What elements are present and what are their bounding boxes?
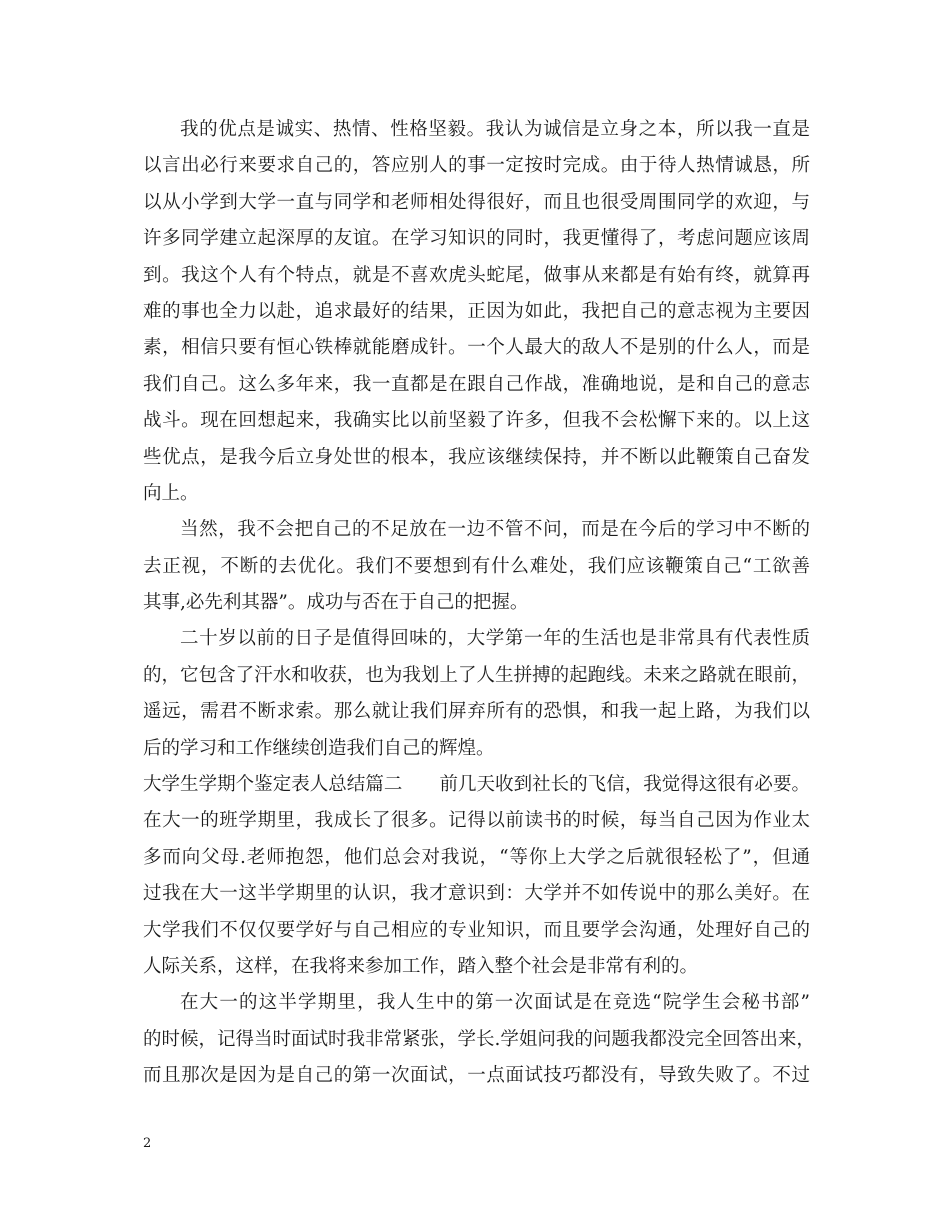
text-line: 其事,必先利其器”。成功与否在于自己的把握。 — [143, 592, 529, 614]
text-line: 以言出必行来要求自己的，答应别人的事一定按时完成。由于待人热情诚恳，所 — [143, 155, 810, 177]
text-line: 以从小学到大学一直与同学和老师相处得很好，而且也很受周围同学的欢迎，与 — [143, 191, 810, 213]
text-line: 多而向父母.老师抱怨，他们总会对我说，“等你上大学之后就很轻松了”，但通 — [143, 846, 810, 868]
text-line: 素，相信只要有恒心铁棒就能磨成针。一个人最大的敌人不是别的什么人，而是 — [143, 337, 810, 359]
paragraph-1 — [143, 112, 810, 512]
page-number: 2 — [143, 1136, 152, 1151]
document-body — [143, 112, 815, 1095]
paragraph-2 — [143, 512, 810, 621]
text-line: 大学生学期个鉴定表人总结篇二 前几天收到社长的飞信，我觉得这很有必要。 — [143, 774, 810, 796]
text-line: 我的优点是诚实、热情、性格坚毅。我认为诚信是立身之本，所以我一直是 — [180, 119, 810, 140]
text-line: 大学我们不仅仅要学好与自己相应的专业知识，而且要学会沟通，处理好自己的 — [143, 919, 810, 941]
text-line: 人际关系，这样，在我将来参加工作，踏入整个社会是非常有利的。 — [143, 955, 699, 977]
paragraph-5 — [143, 985, 815, 1094]
paragraph-3 — [143, 621, 810, 767]
text-line: 些优点，是我今后立身处世的根本，我应该继续保持，并不断以此鞭策自己奋发 — [143, 446, 810, 468]
text-line: 后的学习和工作继续创造我们自己的辉煌。 — [143, 737, 495, 759]
paragraph-4 — [143, 767, 810, 985]
text-line: 的，它包含了汗水和收获，也为我划上了人生拼搏的起跑线。未来之路就在眼前， — [143, 664, 810, 686]
text-line: 许多同学建立起深厚的友谊。在学习知识的同时，我更懂得了，考虑问题应该周 — [143, 228, 810, 250]
text-line: 当然，我不会把自己的不足放在一边不管不问，而是在今后的学习中不断的 — [180, 519, 810, 541]
text-line: 二十岁以前的日子是值得回味的，大学第一年的生活也是非常具有代表性质 — [180, 628, 810, 650]
text-line: 在大一的这半学期里，我人生中的第一次面试是在竞选“院学生会秘书部” — [180, 992, 810, 1014]
text-line: 在大一的班学期里，我成长了很多。记得以前读书的时候，每当自己因为作业太 — [143, 810, 810, 832]
text-line: 过我在大一这半学期里的认识，我才意识到：大学并不如传说中的那么美好。在 — [143, 883, 810, 905]
text-line: 遥远，需君不断求索。那么就让我们屏弃所有的恐惧，和我一起上路，为我们以 — [143, 701, 810, 723]
text-line: 到。我这个人有个特点，就是不喜欢虎头蛇尾，做事从来都是有始有终，就算再 — [143, 264, 810, 286]
text-line: 去正视，不断的去优化。我们不要想到有什么难处，我们应该鞭策自己“工欲善 — [143, 555, 810, 577]
text-line: 而且那次是因为是自己的第一次面试，一点面试技巧都没有，导致失败了。不过 — [143, 1065, 810, 1087]
text-line: 难的事也全力以赴，追求最好的结果，正因为如此，我把自己的意志视为主要因 — [143, 300, 810, 322]
text-line: 的时候，记得当时面试时我非常紧张，学长.学姐问我的问题我都没完全回答出来， — [143, 1028, 815, 1050]
text-line: 向上。 — [143, 482, 199, 504]
text-line: 我们自己。这么多年来，我一直都是在跟自己作战，准确地说，是和自己的意志 — [143, 373, 810, 395]
text-line: 战斗。现在回想起来，我确实比以前坚毅了许多，但我不会松懈下来的。以上这 — [143, 410, 810, 432]
